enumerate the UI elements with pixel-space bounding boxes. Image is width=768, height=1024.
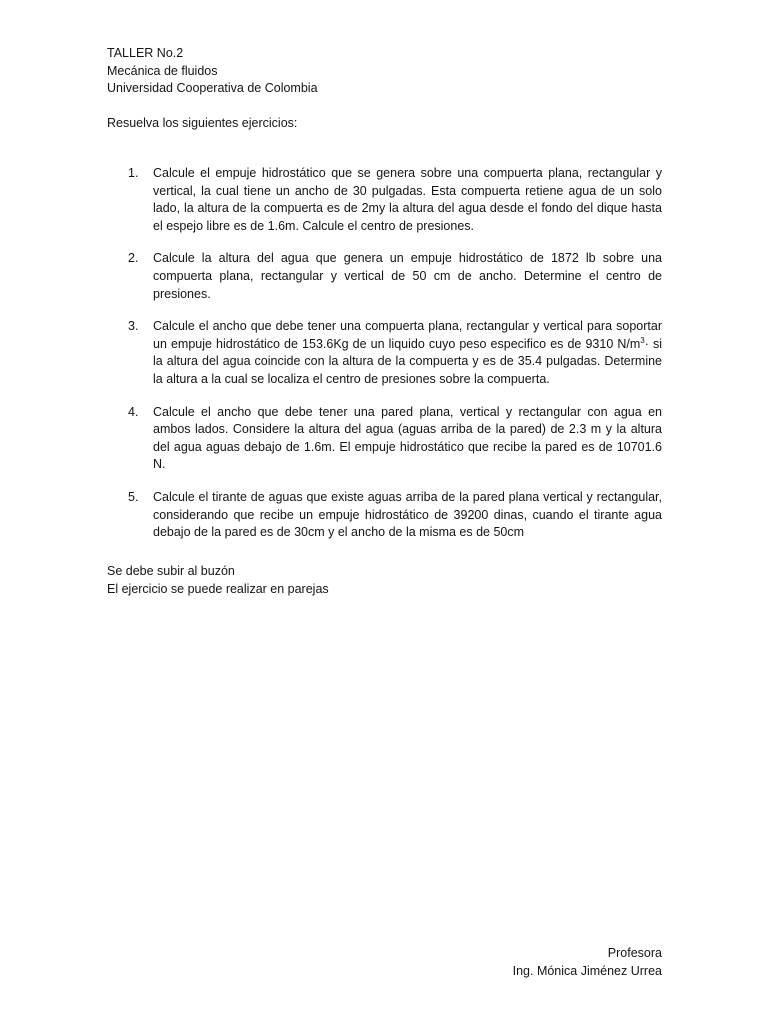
exercise-text: Calcule el ancho que debe tener una pared plana, vertical y rectangular con agua en ambos lados. Considere la altura del agua (aguas arriba de la pared) de 2.3 m y la altura del agua aguas debajo de 1.6m. El empuje hidrostático que recibe la pared es de 10701.6 N.: [153, 404, 662, 472]
exercise-number: 3.: [128, 319, 139, 334]
course-name: Mecánica de fluidos: [107, 63, 218, 78]
upload-note: Se debe subir al buzón: [107, 564, 235, 578]
exercise-number: 5.: [128, 489, 139, 504]
university-name: Universidad Cooperativa de Colombia: [107, 81, 318, 95]
document-header: [107, 45, 318, 98]
exercise-number: 4.: [128, 404, 139, 419]
exercise-list: [107, 165, 662, 557]
superscript: 3: [640, 335, 645, 345]
exercise-item: [107, 165, 662, 235]
exercise-item: [107, 318, 662, 388]
exercise-text: Calcule el empuje hidrostático que se genera sobre una compuerta plana, rectangular y vertical, la cual tiene un ancho de 30 pulgadas. Esta compuerta retiene agua de un solo lado, la altura de la compuerta es de 2my la altura del agua desde el fondo del dique hasta el espejo libre es de 1.6m. Calcule el centro de presiones.: [153, 166, 662, 233]
pairs-note: El ejercicio se puede realizar en parejas: [107, 581, 329, 596]
exercise-item: [107, 404, 662, 474]
workshop-title: TALLER No.2: [107, 46, 184, 60]
signature-block: [513, 944, 662, 980]
exercise-text-part: · si la altura del agua coincide con la altura de la compuerta y es de 35.4 pulgadas. Determine la altura a la cual se localiza el centro de presiones sobre la compuerta.: [153, 336, 662, 386]
exercise-number: 1.: [128, 166, 139, 180]
exercise-item: [107, 489, 662, 542]
instructions-intro: Resuelva los siguientes ejercicios:: [107, 116, 298, 130]
exercise-text: Calcule la altura del agua que genera un empuje hidrostático de 1872 lb sobre una compuerta plana, rectangular y vertical de 50 cm de ancho. Determine el centro de presiones.: [153, 251, 662, 301]
exercise-item: [107, 250, 662, 303]
signature-name: Ing. Mónica Jiménez Urrea: [512, 964, 662, 978]
signature-role: Profesora: [607, 946, 662, 960]
exercise-number: 2.: [128, 251, 139, 266]
submission-notes: [107, 563, 329, 598]
exercise-text: Calcule el tirante de aguas que existe aguas arriba de la pared plana vertical y rectangular, considerando que recibe un empuje hidrostático de 39200 dinas, cuando el tirante agua debajo de la pared es de 30cm y el ancho de la misma es de 50cm: [153, 489, 662, 540]
exercise-text-part: Calcule el ancho que debe tener una compuerta plana, rectangular y vertical para soportar un empuje hidrostático de 153.6Kg de un liquido cuyo peso especifico es de 9310 N/m: [153, 319, 662, 351]
